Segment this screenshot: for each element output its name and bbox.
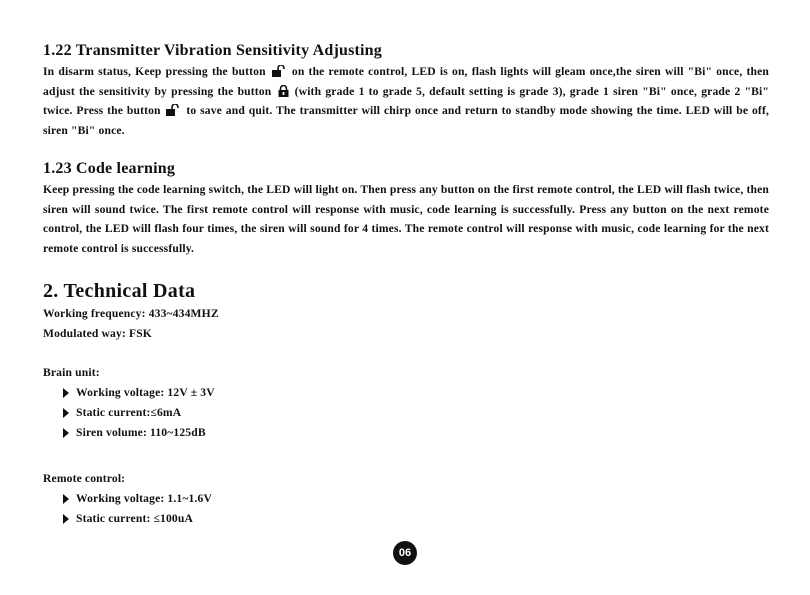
brain-unit-label: Brain unit: [43,366,100,379]
lock-icon [278,85,289,97]
manual-page [43,40,769,529]
unlock-icon [166,104,180,116]
section-1-23-body: Keep pressing the code learning switch, the LED will light on. Then press any button on the first remote control, the LED will flash twice, then siren will sound twice. The first remote control will response with music, code learning is successfully. Press any button on the next remote control, the LED will flash four times, the siren will sound for 4 times. The remote control will response with music, code learning for the next remote control is successfully. [43,183,769,255]
list-item: Static current:≤6mA [43,403,769,423]
triangle-bullet-icon [63,514,69,524]
triangle-bullet-icon [63,494,69,504]
list-item: Working voltage: 12V ± 3V [43,383,769,403]
list-item: Static current: ≤100uA [43,509,769,529]
modulated-way: Modulated way: FSK [43,327,152,340]
section-1-22-body: In disarm status, Keep pressing the button on the remote control, LED is on, flash lights will gleam once,the siren will "Bi" once, then adjust the sensitivity by pressing the button (with grade 1 to grade 5, default setting is grade 3), grade 1 siren "Bi" once, grade 2 "Bi" twice. Press the button to save and quit. The transmitter will chirp once and return to standby mode showing the time. LED will be off, siren "Bi" once. [43,65,770,137]
triangle-bullet-icon [63,388,69,398]
unlock-icon [272,65,286,77]
section-1-22-heading: 1.22 Transmitter Vibration Sensitivity Adjusting [43,42,382,59]
triangle-bullet-icon [63,408,69,418]
section-1-23-heading: 1.23 Code learning [43,160,176,177]
list-item: Siren volume: 110~125dB [43,423,769,443]
triangle-bullet-icon [63,428,69,438]
remote-control-label: Remote control: [43,472,126,485]
page-number-badge: 06 [393,541,417,565]
working-frequency: Working frequency: 433~434MHZ [43,307,219,320]
technical-data-heading: 2. Technical Data [43,280,196,302]
list-item: Working voltage: 1.1~1.6V [43,489,769,509]
